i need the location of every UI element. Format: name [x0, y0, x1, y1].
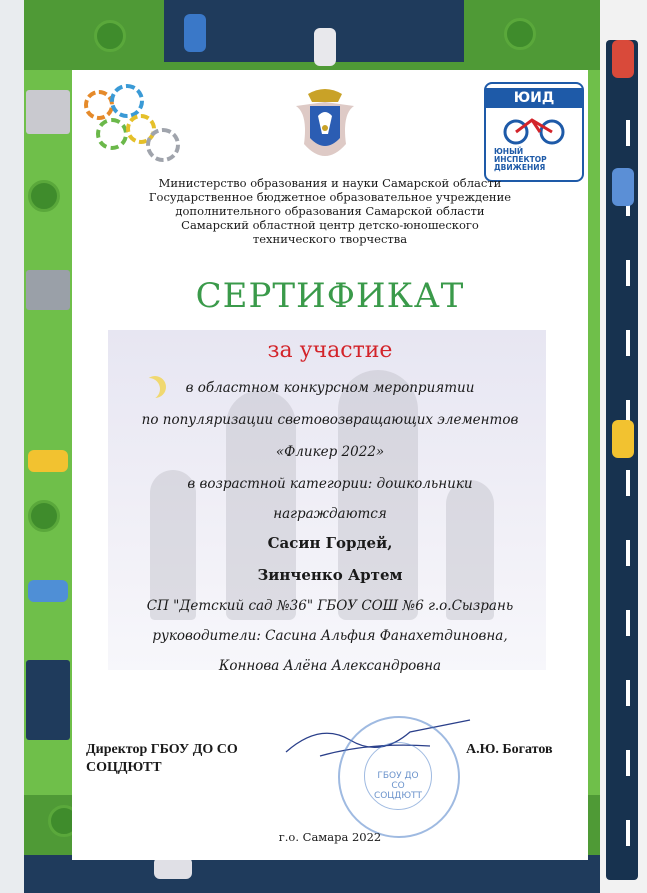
- org-line1: Министерство образования и науки Самарской области: [158, 176, 502, 190]
- gear-icon: [146, 128, 180, 162]
- car-icon: [612, 40, 634, 78]
- tree-icon: [28, 500, 60, 532]
- stamp-inner-ring: [364, 742, 432, 810]
- crosswalk-block: [26, 660, 70, 740]
- top-road-strip: [24, 0, 600, 70]
- place-and-year: г.о. Самара 2022: [278, 830, 382, 844]
- organization-header: [72, 176, 588, 246]
- org-line2: Государственное бюджетное образовательное учреждение: [148, 190, 512, 204]
- gear-icon: [110, 84, 144, 118]
- contest-line2: по популяризации световозвращающих элементов: [141, 412, 519, 428]
- contest-name: «Фликер 2022»: [275, 444, 385, 460]
- right-road-lane: [606, 40, 638, 880]
- bicycle-icon: [500, 112, 568, 146]
- yuid-line2: ИНСПЕКТОР: [494, 155, 547, 164]
- bottom-road-lane: [24, 855, 600, 893]
- stamp-text: ГБОУ ДО СО СОЦДЮТТ: [373, 771, 423, 801]
- org-line5: технического творчества: [252, 232, 408, 246]
- awarded-label: награждаются: [273, 506, 387, 522]
- yuid-logo: [484, 82, 584, 182]
- tree-icon: [504, 18, 536, 50]
- yuid-text: [494, 148, 576, 172]
- recipient-1: Сасин Гордей,: [267, 534, 393, 552]
- yuid-line1: ЮНЫЙ: [494, 147, 524, 156]
- car-icon: [612, 168, 634, 206]
- tree-icon: [94, 20, 126, 52]
- car-icon: [612, 420, 634, 458]
- car-icon: [154, 857, 192, 879]
- org-line4: Самарский областной центр детско-юношеского: [181, 218, 479, 232]
- recipient-2: Зинченко Артем: [257, 566, 403, 584]
- institution: СП "Детский сад №36" ГБОУ СОШ №6 г.о.Сызрань: [146, 598, 514, 614]
- signatory-position-line2: СОЦДЮТТ: [86, 760, 162, 775]
- yuid-abbrev: ЮИД: [486, 88, 582, 108]
- tree-icon: [28, 180, 60, 212]
- left-sidewalk: [0, 0, 24, 893]
- certificate-title: СЕРТИФИКАТ: [195, 276, 465, 316]
- yuid-line3: ДВИЖЕНИЯ: [494, 163, 546, 172]
- signatory-name: А.Ю. Богатов: [466, 742, 553, 757]
- gear-icon: [96, 118, 128, 150]
- supervisors-line1: руководители: Сасина Альфия Фанахетдиновна,: [152, 628, 508, 644]
- car-icon: [28, 450, 68, 472]
- right-road: [600, 0, 647, 893]
- signatory-position-line1: Директор ГБОУ ДО СО: [86, 742, 238, 757]
- supervisors-line2: Коннова Алёна Александровна: [218, 658, 442, 674]
- gears-logo: [80, 84, 178, 164]
- car-icon: [28, 580, 68, 602]
- contest-line1: в областном конкурсном мероприятии: [185, 380, 475, 396]
- car-icon: [314, 28, 336, 66]
- coat-of-arms-icon: [288, 84, 362, 168]
- age-category: в возрастной категории: дошкольники: [187, 476, 473, 492]
- org-line3: дополнительного образования Самарской области: [175, 204, 485, 218]
- car-icon: [184, 14, 206, 52]
- building-block: [26, 270, 70, 310]
- official-stamp: [338, 716, 460, 838]
- building-block: [26, 90, 70, 134]
- certificate-subtitle: за участие: [267, 338, 393, 363]
